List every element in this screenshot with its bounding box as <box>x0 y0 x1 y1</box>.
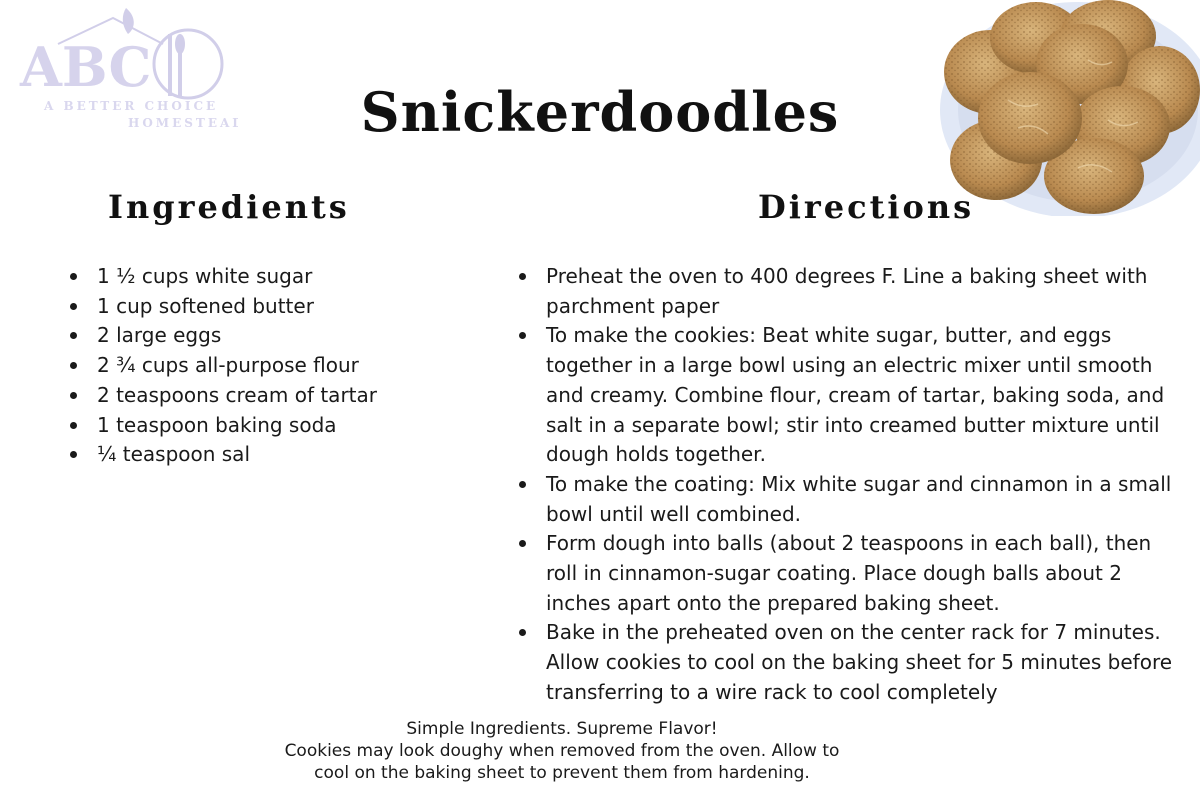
ingredient-text: 1 ½ cups white sugar <box>97 264 313 288</box>
direction-text: To make the coating: Mix white sugar and cinnamon in a small bowl until well combined. <box>546 471 1172 526</box>
bullet-icon <box>519 540 526 547</box>
ingredient-item <box>97 262 457 292</box>
ingredient-item <box>97 321 457 351</box>
ingredient-item <box>97 411 457 441</box>
bullet-icon <box>70 392 77 399</box>
ingredient-text: 2 large eggs <box>97 323 222 348</box>
ingredient-text: 2 teaspoons cream of tartar <box>97 382 377 407</box>
footer-tagline: Simple Ingredients. Supreme Flavor! <box>406 719 718 739</box>
directions-heading: Directions <box>758 188 975 226</box>
direction-step <box>546 470 1182 529</box>
bullet-icon <box>70 332 77 339</box>
logo-line2: HOMESTEAD <box>128 116 238 130</box>
recipe-title: Snickerdoodles <box>360 80 840 144</box>
ingredient-text: 2 ¾ cups all-purpose flour <box>97 353 359 378</box>
directions-list <box>546 262 1182 708</box>
ingredient-text: 1 teaspoon baking soda <box>97 412 337 437</box>
bullet-icon <box>70 451 77 458</box>
ingredient-item <box>97 351 457 381</box>
cookie-plate-image <box>938 0 1200 216</box>
logo-letters: ABC <box>20 35 152 99</box>
footer-tip-line1: Cookies may look doughy when removed from the oven. Allow to <box>284 741 840 761</box>
bullet-icon <box>70 422 77 429</box>
ingredients-list <box>97 262 457 470</box>
direction-text: Form dough into balls (about 2 teaspoons in each ball), then roll in cinnamon-sugar coating. Place dough balls about 2 inches apart onto the prepared baking sheet. <box>546 531 1152 615</box>
ingredient-item <box>97 292 457 322</box>
bullet-icon <box>519 629 526 636</box>
ingredient-text: ¼ teaspoon sal <box>97 442 250 467</box>
ingredient-item <box>97 381 457 411</box>
direction-text: Preheat the oven to 400 degrees F. Line a baking sheet with parchment paper <box>546 264 1148 318</box>
bullet-icon <box>519 481 526 488</box>
footer-note <box>262 718 862 784</box>
bullet-icon <box>70 303 77 310</box>
direction-text: To make the cookies: Beat white sugar, butter, and eggs together in a large bowl using an electric mixer until smooth and creamy. Combine flour, cream of tartar, baking soda, and salt in a separate bowl; stir into creamed butter mixture until dough holds together. <box>546 323 1165 467</box>
bullet-icon <box>519 332 526 339</box>
direction-step <box>546 321 1182 470</box>
bullet-icon <box>70 362 77 369</box>
direction-step <box>546 529 1182 618</box>
direction-text: Bake in the preheated oven on the center rack for 7 minutes. Allow cookies to cool on the baking sheet for 5 minutes before transferring to a wire rack to cool completely <box>546 620 1173 704</box>
bullet-icon <box>70 273 77 280</box>
direction-step <box>546 618 1182 707</box>
footer-tip-line2: cool on the baking sheet to prevent them from hardening. <box>314 763 810 783</box>
bullet-icon <box>519 273 526 280</box>
logo-line1: A BETTER CHOICE <box>44 99 219 113</box>
ingredient-text: 1 cup softened butter <box>97 293 314 318</box>
direction-step <box>546 262 1182 321</box>
ingredients-heading: Ingredients <box>108 188 350 226</box>
ingredient-item <box>97 440 457 470</box>
